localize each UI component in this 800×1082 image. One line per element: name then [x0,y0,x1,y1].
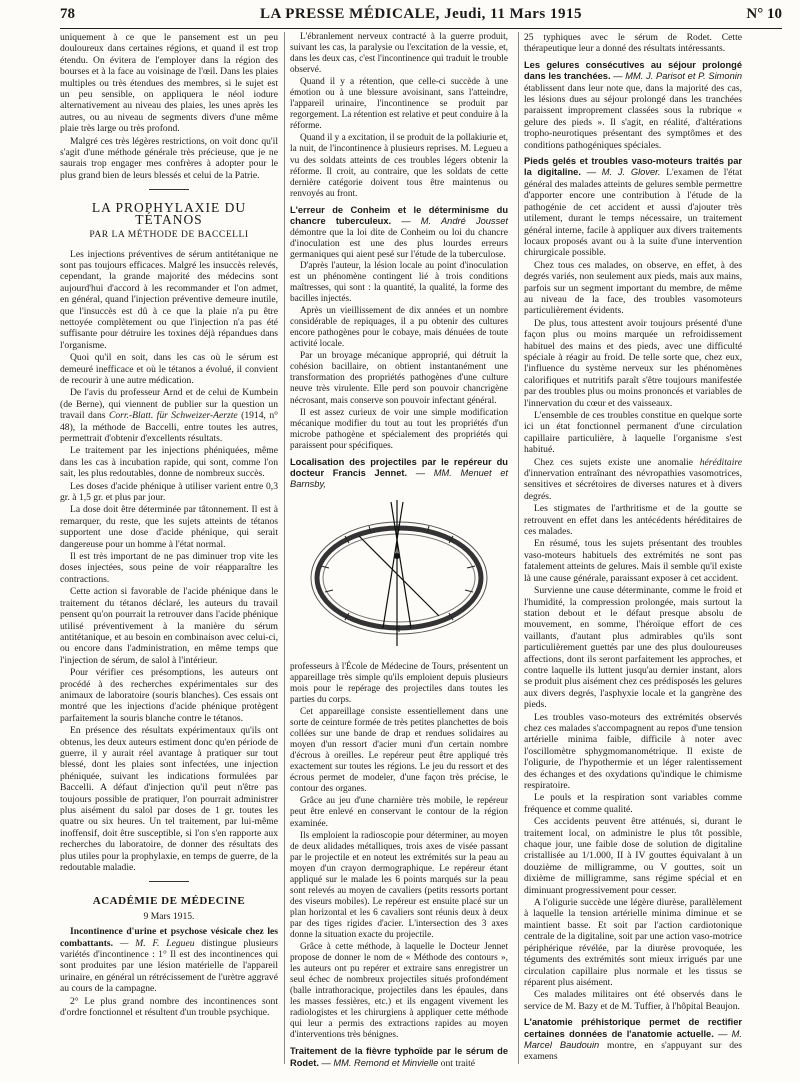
article [290,205,508,260]
article [290,457,508,490]
localizer-belt-illustration-icon [299,496,499,656]
paragraph: De plus, tous attestent avoir toujours présenté d'une façon plus ou moins marquée un refroidissement habituel des mains et des pieds, avec une difficulté spéciale à réagir au froid. De telle sorte que, chez eux, l'influence du système nerveux sur les phénomènes calorifiques et nutritifs paraît s'être toujours manifestée par des troubles plus ou moins prononcés et variables de l'innervation du cœur et des vaisseaux. [524,317,742,409]
text-run: L'examen de l'état général des malades atteints de gelures semble permettre d'apporter encore une contribution à l'étude de la pathogénie de cet accident et aussi d'ajouter très utilement, durant le temps nécessaire, un traitement général interne, facile à appliquer aux divers traitements locaux proposés avant ou à la suite d'une intervention chirurgicale possible. [524,167,742,259]
paragraph: Ces malades militaires ont été observés dans le service de M. Bazy et de M. Tuffier, à l'hôpital Beaujon. [524,989,742,1012]
paragraph: La dose doit être déterminée par tâtonnement. Il est à remarquer, du reste, que les sujets atteints de tétanos supportent une dose d'acide phénique, qui serait dangereuse pour un homme à l'état normal. [60,504,278,550]
paragraph: Grâce à cette méthode, à laquelle le Docteur Jennet propose de donner le nom de « Méthode des contours », les auteurs ont pu repérer et extraire sans enregistrer un seul échec de nombreux projectiles situés profondément (balle intrathoracique, projectiles dans les épaules, dans les masses fessières, etc.) et ils engagent vivement les radiologistes et les chirurgiens à appliquer cette méthode qui leur a permis des extractions rapides au moyen d'interventions très bénignes. [290,942,508,1041]
article-author: — M. F. Legueu [119,937,195,949]
text-run: distingue plusieurs variétés d'incontinence : 1° Il est des incontinences qui sont produites par une lésion matérielle de l'appareil urinaire, en général un rétrécissement de l'urètre aggravé au cours de la campagne. [60,937,278,995]
article-author: — M. André Jousset [401,215,508,226]
journal-title: LA PRESSE MÉDICALE, Jeudi, 11 Mars 1915 [259,6,583,22]
text-run: De l'avis du professeur Arnd et de celui de Kumbein (de Berne), qui viennent de publier sur la question un travail dans [60,387,278,422]
paragraph: Les doses d'acide phénique à utiliser varient entre 0,3 gr. à 1,5 gr. et plus par jour. [60,480,278,504]
paragraph: D'après l'auteur, la lésion locale au point d'inoculation est un phénomène contingent lié à trois conditions maîtresses, qui sont : la quantité, la qualité, la forme des bacilles injectés. [290,260,508,305]
text-run: d'innervation entraînant des névropathies vasomotrices, sensitives et sécrétoires de diverses natures et à divers degrés. [524,468,742,502]
paragraph: L'ébranlement nerveux contracté à la guerre produit, suivant les cas, la paralysie ou l'excitation de la vessie, et, dans les deux cas, c'est l'incontinence qui traduit le trouble observé. [290,32,508,76]
paragraph: Il est assez curieux de voir une simple modification mécanique modifier du tout au tout les propriétés d'un microbe pathogène et spécialement des propriétés qui paraissent pour spécifiques. [290,407,508,451]
text-run: montre, en s'appuyant sur des examens [524,1039,742,1063]
paragraph: Après un vieillissement de dix années et un nombre considérable de repiquages, il a pu obtenir des cultures encore pathogènes pour le cobaye, mais dénuées de toute activité locale. [290,306,508,350]
paragraph: En présence des résultats expérimentaux qu'ils ont obtenus, les deux auteurs estiment donc qu'en période de guerre, il y aurait réel avantage à pratiquer sur tout blessé, dont les plaies sont infectées, une injection phéniquée, suivant les indications formulées par Baccelli. A défaut d'injection qu'il peut n'être pas toujours possible de pratiquer, l'on pourrait administrer plus aisément du salol par doses de 1 gr. toutes les quatre ou six heures. Un tel traitement, par lui-même inoffensif, doit être susceptible, si l'on s'en rapporte aux recherches du laboratoire, de donner des résultats des plus utiles pour la prophylaxie, en temps de guerre, de la redoutable maladie. [60,725,278,874]
article [290,1046,508,1068]
article-title: Incontinence d'urine et psychose vésicale chez les combattants. [60,926,278,949]
article-title: Les gelures consécutives au séjour prolongé dans les tranchées. [524,59,742,82]
paragraph: Pour vérifier ces présomptions, les auteurs ont procédé à des recherches expérimentales sur des animaux de laboratoire (souris blanches). Ces essais ont montré que les injections d'acide phénique protègent parfaitement la souris blanche contre le tétanos. [60,667,278,724]
paragraph: Quoi qu'il en soit, dans les cas où le sérum est demeuré inefficace et où le tétanos a évolué, il convient de recourir à une autre médication. [60,352,278,386]
article [60,926,278,994]
page-header [60,6,782,29]
paragraph: Les injections préventives de sérum antitétanique ne sont pas toujours efficaces. Malgré les insuccès relevés, cependant, la grande majorité des médecins sont aujourd'hui d'accord à les recommander et l'on admet, en général, quand l'injection préventive demeure inutile, que l'insuccès est dû à ce que la plaie n'a pu être nettoyée complètement ou que l'injection n'a pas été suffisante pour détruire les toxines déjà répandues dans l'organisme. [60,248,278,351]
article-author: — MM. J. Parisot et P. Simonin [610,71,743,82]
paragraph: L'ensemble de ces troubles constitue en quelque sorte ici un état fonctionnel permanent d'une circulation capillaire particulière, à laquelle l'organisme s'est habitué. [524,410,742,456]
article [524,1017,742,1063]
paragraph: professeurs à l'École de Médecine de Tours, présentent un appareillage très simple qu'ils emploient depuis plusieurs mois pour le repérage des projectiles dans toutes les parties du corps. [290,661,508,706]
paragraph: 2° Le plus grand nombre des incontinences sont d'ordre fonctionnel et résultent d'un trouble psychique. [60,995,278,1019]
paragraph: Le pouls et la respiration sont variables comme fréquence et comme qualité. [524,792,742,815]
article-author: — MM. Menuet et Barnsby, [290,467,508,489]
column-3 [524,32,742,1064]
paragraph [524,457,742,503]
paragraph: uniquement à ce que le pansement est un peu douloureux dans certaines régions, et quand il est trop étendu. On évitera de l'employer dans la région des bourses et à la face au voisinage de l'œil. Dans les plaies multiples ou très étendues des membres, si le sujet est un peu sensible, on appliquera le néol iodure alternativement au niveau des plaies, les unes après les autres, ou au niveau de segments divers d'une même plaie très large ou très profond. [60,32,278,135]
article-title: Pieds gelés et troubles vaso-moteurs traités par la digitaline. [524,156,742,178]
article-author: — M. Marcel Baudouin [524,1028,742,1050]
article-title: Traitement de la fièvre typhoïde par le sérum de Rodet. [290,1046,508,1068]
paragraph: En résumé, tous les sujets présentant des troubles vaso-moteurs habituels des extrémités ne sont pas fatalement atteints de gelures. Mais il semble qu'il existe là une cause générale, paraissant exposer à cet accident. [524,538,742,584]
figure-localizer [290,496,508,656]
paragraph: Cet appareillage consiste essentiellement dans une sorte de ceinture formée de très petites planchettes de bois collées sur une bande de drap et rendues solidaires au moyen d'un ressort d'acier muni d'un certain nombre d'écrous à oreilles. Le repéreur peut être appliqué très exactement sur toutes les régions. Le jeu du ressort et des écrous permet de modeler, d'une façon très précise, le contour des organes. [290,707,508,795]
citation: Corr.-Blatt. für Schweizer-Aerzte [108,410,238,422]
article-title: L'erreur de Conheim et le déterminisme du chancre tuberculeux. [290,204,508,226]
academy-title: ACADÉMIE DE MÉDECINE [92,895,246,908]
article-author: — MM. Remond et Minvielle [318,1057,439,1068]
paragraph: Quand il y a excitation, il se produit de la pollakiurie et, la nuit, de l'incontinence à plusieurs reprises. M. Legueu a vu des soldats atteints de ces troubles légers obtenir la réforme. Il croit, au contraire, que les soldats de cette dernière catégorie doivent tous être maintenus ou renvoyés au front. [290,133,508,199]
column-2 [290,32,508,1070]
paragraph: Chez tous ces malades, on observe, en effet, à des degrés variés, non seulement aux pieds, mais aux mains, parfois sur un segment important du membre, de même au niveau de la face, des troubles vasomoteurs particulièrement évidents. [524,259,742,317]
paragraph: Le traitement par les injections phéniquées, même dans les cas à incubation rapide, qui sont, comme l'on sait, les plus redoutables, donne de nombreux succès. [60,445,278,480]
separator [149,189,189,190]
paragraph: Cette action si favorable de l'acide phénique dans le traitement du tétanos déclaré, les auteurs du travail pensent qu'on pourrait la retrouver dans l'acide phénique utilisé préventivement à la manière du sérum antitétanique, et au besoin en combinaison avec celui-ci, ou encore dans l'administration, en même temps que l'injection de sérum, de salol à l'intérieur. [60,586,278,666]
separator [149,881,189,882]
paragraph: Les stigmates de l'arthritisme et de la goutte se retrouvent en effet dans les antécédents héréditaires de ces malades. [524,503,742,538]
article [524,60,742,151]
paragraph [60,387,278,444]
emphasis: héréditaire [699,456,742,468]
paragraph: A l'oligurie succède une légère diurèse, parallèlement à laquelle la tension artérielle minima diminue et se maintient basse. Et soit par l'action cardiotonique centrale de la digitaline, soit par une action vaso-motrice périphérique révélée, par la diurèse provoquée, les téguments des extrémités sont mieux irrigués par une circulation capillaire plus normale et les tissus se réparent plus aisément. [524,897,742,988]
column-1 [60,32,278,1020]
paragraph: Il est très important de ne pas diminuer trop vite les doses injectées, sous peine de voir réapparaître les contractions. [60,551,278,585]
paragraph: 25 typhiques avec le sérum de Rodet. Cette thérapeutique leur a donné des résultats intéressants. [524,32,742,55]
issue-number: N° 10 [746,6,782,22]
article-title: Localisation des projectiles par le repéreur du docteur Francis Jennet. [290,456,508,478]
article-title: L'anatomie préhistorique permet de rectifier certaines données de l'anatomie actuelle. [524,1017,742,1039]
column-rule [284,32,285,1064]
text-run: Chez ces sujets existe une anomalie [534,456,700,468]
column-rule [518,32,519,1064]
paragraph: Quand il y a rétention, que celle-ci succède à une émotion ou à une blessure avoisinant, sans l'atteindre, l'appareil urinaire, l'incontinence se produit par regorgement. La rétention est relative et peut conduire à la réforme. [290,77,508,132]
paragraph: Grâce au jeu d'une charnière très mobile, le repéreur peut être enlevé en conservant le contour de la région examinée. [290,796,508,829]
paragraph: Ces accidents peuvent être atténués, si, durant le traitement local, on administre le plus tôt possible, chaque jour, une faible dose de solution de digitaline cristallisée au 1/1.000, II à IV gouttes équivalant à un douzième de milligramme, ou V gouttes, soit un dixième de milligramme, sans régime spécial et en diminuant progressivement pour cesser. [524,816,742,896]
text-run: ont traité [438,1057,476,1069]
academy-date: 9 Mars 1915. [143,910,195,922]
section-subtitle: PAR LA MÉTHODE DE BACCELLI [89,229,249,241]
paragraph: Survienne une cause déterminante, comme le froid et l'humidité, la compression prolongée, mais surtout la station debout et le défaut presque absolu de mouvement, en somme, l'héroïque effort de ces vaillants, d'autant plus admirables qu'ils sont particulièrement guettés par une des plus douloureuses affections, dont ils seront parfaitement les approches, et contre laquelle ils luttent jusqu'au dernier instant, alors se produit plus aisément chez ces prédisposés les gelures aux divers degrés, l'asphyxie locale et la gangrène des pieds. [524,585,742,711]
section-title: LA PROPHYLAXIE DU TÉTANOS [91,200,247,227]
paragraph: Les troubles vaso-moteurs des extrémités observés chez ces malades s'accompagnent au repos d'une tension artérielle minima faible, difficile à noter avec l'oscillomètre sphygmomanométrique. Il existe de l'oligurie, de l'hypothermie et un léger ralentissement des échanges et des oxydations qu'indique le chimisme respiratoire. [524,711,742,791]
text-run: démontre que la loi dite de Conheim ou loi du chancre d'inoculation est une des plus lourdes erreurs germaniques qui aient pesé sur l'étude de la tuberculose. [290,226,508,260]
paragraph: Malgré ces très légères restrictions, on voit donc qu'il s'agit d'une méthode générale très précieuse, que je ne saurais trop engager mes confrères à adopter pour le plus grand bien de leurs blessés et celui de la Patrie. [60,135,278,181]
page-number: 78 [60,6,75,22]
text-run: (1914, n° 48), la méthode de Baccelli, entre toutes les autres, permettrait d'obtenir d'excellents résultats. [60,410,278,444]
text-run: établissent dans leur note que, dans la majorité des cas, les lésions dues au séjour prolongé dans les tranchées paraissent improprement classées sous la rubrique « gelure des pieds ». Il s'agit, en réalité, d'altérations tropho-neurotiques présentant des symptômes et des conditions pathogéniques spéciales. [524,82,742,151]
paragraph: Par un broyage mécanique approprié, qui détruit la cohésion bacillaire, on obtient instantanément une transformation des propriétés pathogènes d'une culture neuve très virulente. Elle perd son pouvoir chancrigène nécrosant, mais conserve son pouvoir infectant général. [290,351,508,406]
paragraph: Ils emploient la radioscopie pour déterminer, au moyen de deux alidades métalliques, trois axes de visée passant par le projectile et en noteut les extrémités sur la peau au moyen d'un crayon dermographique. Le repéreur étant appliqué sur le malade les 6 points marqués sur la peau sont relevés au moyen de cavaliers (petits ressorts portant des viseurs mobiles). Le repéreur est ensuite placé sur un plan horizontal et les 6 cavaliers sont réunis deux à deux par des tiges rigides d'acier. L'intersection des 3 axes donne la situation exacte du projectile. [290,830,508,940]
article-author: — M. J. Glover. [580,167,661,178]
article [524,156,742,259]
